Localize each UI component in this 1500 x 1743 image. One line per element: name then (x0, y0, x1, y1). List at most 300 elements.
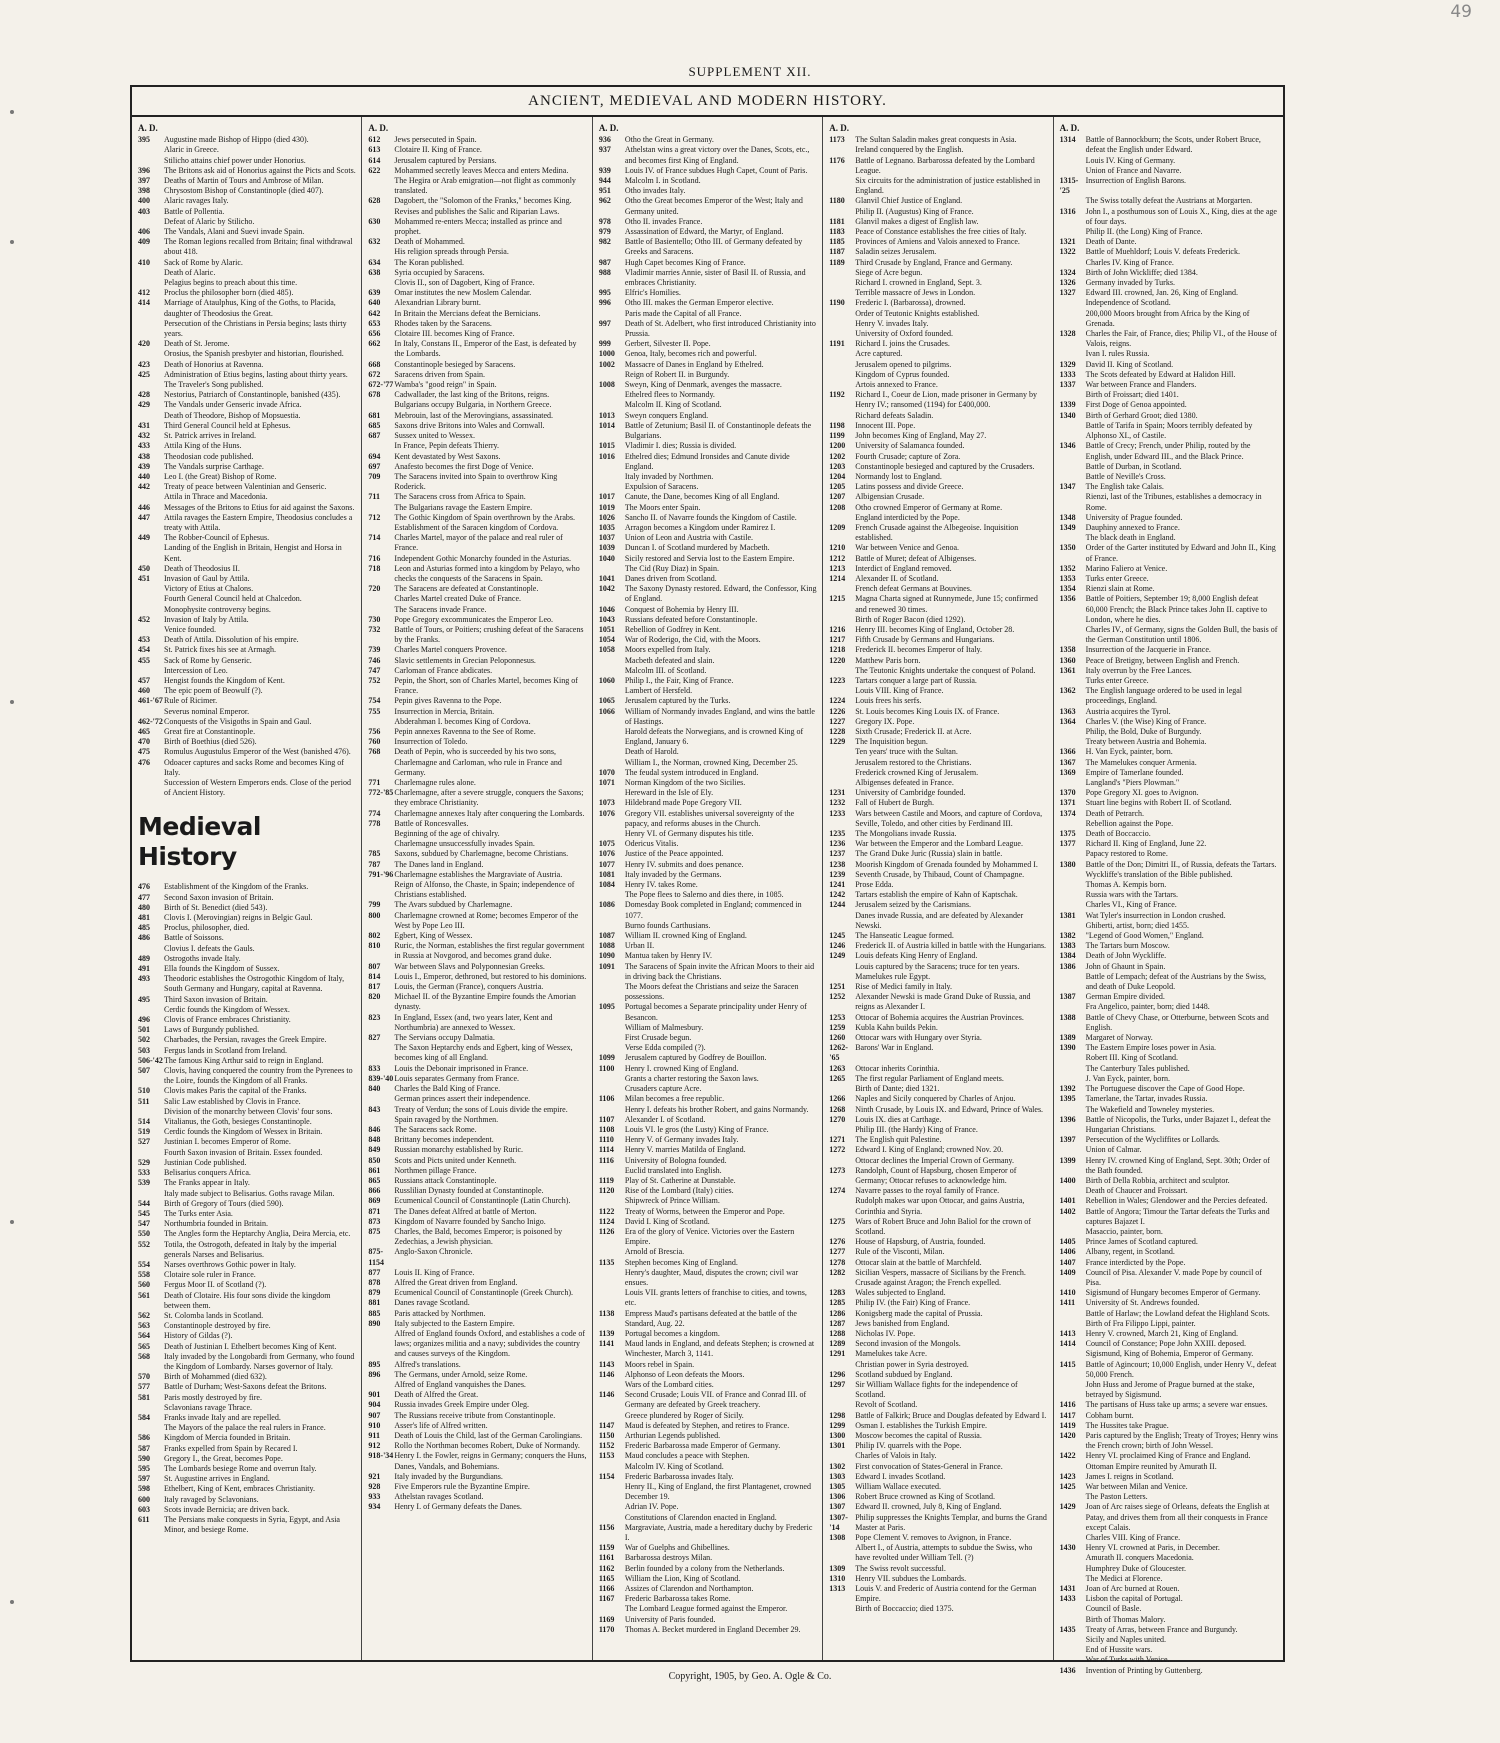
entry-year (599, 1411, 625, 1421)
entry-year: 1116 (598, 1155, 614, 1165)
entry-year: 1016 (598, 451, 615, 461)
history-entry (368, 1207, 586, 1217)
entry-year: 1165 (598, 1573, 615, 1583)
history-entry (829, 645, 1047, 655)
history-entry (599, 360, 817, 370)
entry-text: Charlemagne annexes Italy after conquering the Lombards. (394, 808, 585, 818)
entry-text: Justice of the Peace appointed. (624, 849, 724, 859)
entry-year (368, 605, 394, 615)
history-entry (829, 309, 1047, 319)
entry-text: Margraviate, Austria, made a hereditary duchy by Frederic I. (624, 1522, 813, 1543)
entry-year: 1229 (829, 737, 846, 747)
history-entry (599, 1268, 817, 1288)
entry-year: 895 (368, 1359, 381, 1369)
entry-year: 754 (368, 696, 381, 706)
entry-year (1060, 1574, 1086, 1584)
entry-year (138, 584, 164, 594)
history-entry (138, 1097, 356, 1107)
entry-year: 1213 (829, 563, 846, 573)
history-entry (368, 1329, 586, 1360)
entry-text: Birth of Mohammed (died 632). (164, 1372, 267, 1382)
entry-year: 1153 (598, 1451, 615, 1461)
history-entry (829, 1278, 1047, 1288)
column-2 (361, 117, 591, 1660)
history-entry (368, 656, 586, 666)
history-entry (138, 1056, 356, 1066)
history-entry (829, 1380, 1047, 1400)
history-entry (829, 278, 1047, 288)
history-entry (138, 543, 356, 563)
entry-text: Insurrection of English Barons. (1085, 176, 1187, 186)
entry-year: 438 (138, 451, 150, 461)
entry-year: 486 (138, 933, 150, 943)
entry-text: Moors expelled from Italy. (624, 645, 711, 655)
entry-text: Ivan I. rules Russia. (1085, 349, 1150, 359)
entry-text: Battle of Lempach; defeat of the Austrians by the Swiss, and death of Duke Leopold. (1085, 971, 1267, 992)
entry-year: 496 (138, 1015, 150, 1025)
history-entry (368, 1084, 586, 1094)
history-entry (1060, 166, 1278, 176)
entry-text: "Legend of Good Women," England. (1085, 931, 1204, 941)
entry-year (829, 778, 855, 788)
entry-year: 774 (368, 808, 381, 818)
history-entry (829, 482, 1047, 492)
history-entry (599, 380, 817, 390)
history-entry (1060, 258, 1278, 268)
entry-text: The Hussites take Prague. (1085, 1420, 1169, 1430)
history-entry (368, 554, 586, 564)
entry-year (599, 656, 625, 666)
entry-year: 1224 (829, 696, 846, 706)
entry-year: 1162 (598, 1563, 615, 1573)
history-entry (829, 1023, 1047, 1033)
entry-text: David I. King of Scotland. (624, 1216, 710, 1226)
entry-year (829, 329, 855, 339)
history-entry (829, 1441, 1047, 1451)
entry-text: Death of St. Adelbert, who first introduced Christianity into Prussia. (624, 318, 816, 339)
history-entry (368, 1400, 586, 1410)
history-entry (138, 882, 356, 892)
history-entry (368, 1268, 586, 1278)
history-entry (829, 1339, 1047, 1349)
entry-year: 1026 (598, 512, 615, 522)
entry-year: 397 (138, 176, 150, 186)
entry-text: John I., a posthumous son of Louis X., King, dies at the age of four days. (1085, 206, 1277, 226)
entry-year: 1217 (829, 635, 846, 645)
entry-year: 1202 (829, 451, 846, 461)
history-entry (599, 890, 817, 900)
history-entry (138, 186, 356, 196)
entry-year (138, 268, 164, 278)
entry-year: 1362 (1059, 686, 1076, 696)
entry-year: 1008 (598, 380, 615, 390)
entry-year (599, 1084, 625, 1094)
entry-year (599, 1247, 625, 1257)
entry-year: 928 (368, 1482, 381, 1492)
entry-text: University of Bologna founded. (624, 1155, 727, 1165)
entry-text: Dauphiny annexed to France. (1085, 522, 1180, 532)
entry-text: Albert I., of Austria, attempts to subdue the Swiss, who have revolted under William Tell. (?) (855, 1543, 1033, 1563)
entry-year: 412 (138, 288, 150, 298)
entry-text: Deaths of Martin of Tours and Ambrose of Milan. (164, 176, 324, 186)
history-entry (138, 974, 356, 994)
entry-year: 502 (138, 1035, 150, 1045)
history-entry (599, 1309, 817, 1329)
history-entry (138, 1495, 356, 1505)
history-entry (829, 656, 1047, 666)
history-entry (138, 1311, 356, 1321)
entry-text: Louis VII. grants letters of franchise to cities, and towns, etc. (624, 1288, 807, 1308)
entry-year: 425 (138, 369, 150, 379)
history-entry (829, 1135, 1047, 1145)
entry-text: Robert Bruce crowned as King of Scotland. (855, 1492, 995, 1502)
entry-text: Malcolm I. in Scotland. (624, 176, 701, 186)
entry-text: Treaty of Arras, between France and Burgundy. (1085, 1624, 1238, 1634)
entry-text: William II. crowned King of England. (624, 931, 747, 941)
entry-text: Intercession of Leo. (164, 665, 228, 675)
entry-year: 1170 (598, 1624, 615, 1634)
history-entry (138, 645, 356, 655)
entry-year: 861 (368, 1165, 381, 1175)
entry-year: 429 (138, 400, 150, 410)
entry-text: Battle of Tours, or Poitiers; crushing defeat of the Saracens by the Franks. (394, 624, 584, 645)
entry-year: 428 (138, 390, 150, 400)
entry-text: Birth of John Wickliffe; died 1384. (1085, 267, 1198, 277)
entry-text: Establishment of the Kingdom of the Franks. (164, 882, 309, 892)
entry-year: 449 (138, 533, 150, 543)
entry-year: 1321 (1059, 237, 1076, 247)
entry-year: 1208 (829, 502, 846, 512)
history-entry (368, 1196, 586, 1206)
entry-text: Stilicho attains chief power under Honorius. (164, 155, 306, 165)
history-entry (138, 1107, 356, 1117)
history-entry (1060, 196, 1278, 206)
entry-year: 912 (368, 1441, 381, 1451)
entry-year (138, 319, 164, 339)
entry-text: Dagobert, the "Solomon of the Franks," becomes King. (394, 196, 572, 206)
entry-text: Sicily restored and Servia lost to the Eastern Empire. (624, 553, 795, 563)
entry-year: 1180 (829, 196, 845, 206)
history-entry (829, 288, 1047, 298)
history-entry (829, 1533, 1047, 1543)
history-entry (1060, 880, 1278, 890)
history-entry (138, 893, 356, 903)
entry-year: 772-'85 (368, 788, 394, 798)
entry-year: 910 (368, 1420, 381, 1430)
entry-text: Ella founds the Kingdom of Sussex. (164, 964, 280, 974)
entry-text: Wyckliffe's translation of the Bible published. (1085, 869, 1233, 879)
ad-label: A. D. (1059, 123, 1080, 133)
history-entry (138, 156, 356, 166)
entry-year: 1060 (598, 675, 615, 685)
entry-text: Ethelred dies; Edmund Ironsides and Canute divide England. (624, 451, 790, 471)
entry-text: Second Saxon invasion of Britain. (164, 892, 274, 902)
entry-year (138, 594, 164, 604)
entry-text: St. Patrick arrives in Ireland. (164, 431, 256, 441)
history-entry (1060, 247, 1278, 257)
history-entry (138, 360, 356, 370)
history-entry (1060, 1431, 1278, 1451)
history-entry (1060, 1268, 1278, 1288)
history-table (130, 85, 1285, 1675)
entry-text: Richard I. crowned in England, Sept. 3. (855, 278, 982, 288)
history-entry (368, 472, 586, 492)
entry-year (599, 727, 625, 747)
entry-text: Treaty of peace between Valentinian and Genseric. (164, 482, 327, 492)
entry-text: Leon and Asturias formed into a kingdom by Pelayo, who checks the conquests of the Saracens in Spain. (394, 563, 580, 583)
entry-text: The Vandals under Genseric invade Africa. (164, 400, 302, 410)
entry-year: 1389 (1059, 1033, 1076, 1043)
history-entry (829, 1298, 1047, 1308)
entry-text: Tartars establish the empire of Kahn of Kaptschak. (855, 890, 1018, 900)
history-entry (599, 288, 817, 298)
history-entry (368, 207, 586, 217)
entry-text: Maud lands in England, and defeats Stephen; is crowned at Winchester, March 3, 1141. (624, 1339, 815, 1359)
entry-year: 934 (368, 1502, 381, 1512)
entry-year: 1090 (598, 951, 615, 961)
entry-year: 933 (368, 1492, 381, 1502)
history-entry (599, 1105, 817, 1115)
entry-year: 480 (138, 902, 150, 912)
history-entry (368, 237, 586, 247)
entry-year: 570 (138, 1372, 150, 1382)
entry-text: Philip IV. quarrels with the Pope. (855, 1441, 962, 1451)
history-entry (599, 880, 817, 890)
entry-text: Birth of Gerhard Groot; died 1380. (1085, 410, 1198, 420)
entry-year (138, 217, 164, 227)
entry-text: Sigismund, King of Bohemia, Emperor of Germany. (1085, 1349, 1254, 1359)
history-entry (829, 1186, 1047, 1196)
entry-year: 1040 (598, 553, 615, 563)
entry-year (599, 564, 625, 574)
entry-text: Albigensian Crusade. (855, 492, 925, 502)
history-entry (368, 829, 586, 839)
history-entry (599, 1227, 817, 1247)
history-entry (1060, 1288, 1278, 1298)
history-entry (599, 523, 817, 533)
history-entry (368, 1431, 586, 1441)
entry-year: 1396 (1059, 1114, 1076, 1124)
entry-text: The Saracens are defeated at Constantinople. (394, 584, 539, 594)
entry-year (829, 615, 855, 625)
history-entry (368, 1370, 586, 1380)
entry-year: 544 (138, 1198, 150, 1208)
entry-text: Henry VII. subdues the Lombards. (855, 1573, 967, 1583)
history-entry (829, 1064, 1047, 1074)
entry-year (599, 400, 625, 410)
entry-text: Henry I. of Germany defeats the Danes. (394, 1502, 522, 1512)
entry-text: Ethelbert, King of Kent, embraces Christianity. (164, 1484, 315, 1494)
history-entry (368, 1105, 586, 1115)
history-entry (368, 1125, 586, 1135)
margin-mark (10, 1220, 14, 1224)
entry-year (1060, 166, 1086, 176)
entry-text: Wat Tyler's insurrection in London crushed. (1085, 910, 1226, 920)
entry-text: Italy invaded by the Longobardi from Germany, who found the Kingdom of Lombardy. Narses governor of Italy. (164, 1351, 355, 1371)
entry-text: The Saxony Dynasty restored. Edward, the Confessor, King of England. (624, 584, 817, 604)
entry-year (1060, 1186, 1086, 1196)
entry-text: Invention of Printing by Guttenberg. (1085, 1665, 1203, 1675)
entry-year: 846 (368, 1124, 381, 1134)
entry-text: Adrian IV. Pope. (624, 1502, 679, 1512)
history-entry (829, 227, 1047, 237)
history-entry (829, 1411, 1047, 1421)
entry-year (368, 523, 394, 533)
entry-year: 568 (138, 1351, 150, 1361)
entry-year: 1407 (1059, 1257, 1076, 1267)
entry-text: Empire of Tamerlane founded. (1085, 767, 1184, 777)
entry-year (138, 666, 164, 676)
entry-text: Birth of Della Robbia, architect and sculptor. (1085, 1175, 1230, 1185)
column-3 (592, 117, 822, 1660)
history-entry (1060, 1339, 1278, 1349)
entry-text: Rebellion against the Pope. (1085, 818, 1174, 828)
entry-text: Marino Faliero at Venice. (1085, 563, 1168, 573)
entry-text: Russia invades Greek Empire under Oleg. (394, 1400, 530, 1410)
history-entry (1060, 1298, 1278, 1308)
entry-year: 545 (138, 1208, 150, 1218)
history-entry (368, 360, 586, 370)
history-entry (368, 717, 586, 727)
history-entry (599, 1196, 817, 1206)
entry-year: 1146 (598, 1390, 615, 1400)
entry-year: 1232 (829, 798, 846, 808)
history-entry (138, 1331, 356, 1341)
history-entry (138, 400, 356, 410)
history-entry (829, 176, 1047, 196)
entry-text: Maud concludes a peace with Stephen. (624, 1451, 750, 1461)
history-entry (1060, 686, 1278, 706)
entry-text: Monophysite controversy begins. (164, 604, 271, 614)
history-entry (829, 1268, 1047, 1278)
entry-year: 890 (368, 1318, 381, 1328)
entry-text: Turks enter Greece. (1085, 675, 1149, 685)
entry-text: Saladin seizes Jerusalem. (855, 247, 937, 257)
entry-year: 1371 (1059, 798, 1076, 808)
history-entry (599, 1135, 817, 1145)
history-entry (829, 1513, 1047, 1533)
entry-text: The Teutonic Knights undertake the conquest of Poland. (855, 665, 1036, 675)
history-entry (368, 849, 586, 859)
history-entry (829, 1319, 1047, 1329)
entry-text: Odericus Vitalis. (624, 839, 679, 849)
history-entry (829, 829, 1047, 839)
history-entry (138, 574, 356, 584)
history-entry (368, 972, 586, 982)
entry-text: Battle of Agincourt; 10,000 English, under Henry V., defeat 50,000 French. (1085, 1359, 1277, 1379)
history-entry (368, 145, 586, 155)
entry-text: St. Patrick fixes his see at Armagh. (164, 645, 276, 655)
history-entry (368, 1064, 586, 1074)
history-entry (1060, 625, 1278, 645)
history-entry (829, 900, 1047, 910)
entry-text: Battle of Chevy Chase, or Otterburne, between Scots and English. (1085, 1012, 1269, 1032)
entry-year (599, 1196, 625, 1206)
entry-year (1060, 1553, 1086, 1563)
entry-text: Rienzi, last of the Tribunes, establishes a democracy in Rome. (1085, 492, 1262, 512)
entry-year: 564 (138, 1331, 150, 1341)
entry-text: Ecumenical Council of Constantinople (Latin Church). (394, 1196, 571, 1206)
history-entry (138, 1025, 356, 1035)
entry-year: 634 (368, 257, 381, 267)
history-entry (829, 635, 1047, 645)
entry-text: History of Gildas (?). (164, 1331, 233, 1341)
history-entry (1060, 135, 1278, 155)
history-entry (829, 951, 1047, 961)
entry-text: Joan of Arc burned at Rouen. (1085, 1584, 1180, 1594)
history-entry (599, 298, 817, 308)
history-entry (599, 788, 817, 798)
entry-year: 527 (138, 1137, 150, 1147)
entry-year: 1108 (598, 1124, 615, 1134)
entry-year: 1400 (1059, 1175, 1076, 1185)
history-entry (599, 1176, 817, 1186)
entry-year (1060, 227, 1086, 237)
entry-text: Turks enter Greece. (1085, 573, 1149, 583)
history-entry (1060, 819, 1278, 829)
history-entry (138, 1240, 356, 1260)
entry-text: Charles, the Bald, becomes Emperor; is poisoned by Zedechias, a Jewish physician. (394, 1226, 563, 1247)
entry-year (599, 1604, 625, 1614)
entry-year: 1244 (829, 900, 846, 910)
history-entry (368, 1115, 586, 1125)
entry-year: 1384 (1059, 951, 1076, 961)
history-entry (138, 1352, 356, 1372)
entry-text: The Wakefield and Towneley mysteries. (1085, 1104, 1215, 1114)
entry-text: Sussex united to Wessex. (394, 431, 475, 441)
entry-year: 1065 (598, 696, 615, 706)
entry-year (829, 1360, 855, 1370)
entry-text: Edward I. invades Scotland. (855, 1471, 946, 1481)
history-entry (829, 666, 1047, 676)
entry-text: Duncan I. of Scotland murdered by Macbeth. (624, 543, 770, 553)
history-entry (138, 1270, 356, 1280)
entry-year: 911 (368, 1431, 380, 1440)
entry-text: Frederic I. (Barbarossa), drowned. (855, 298, 966, 308)
entry-text: Philip III. (the Hardy) King of France. (855, 1124, 978, 1134)
history-entry (829, 462, 1047, 472)
entry-year: 639 (368, 288, 381, 298)
entry-text: University of St. Andrews founded. (1085, 1298, 1200, 1308)
entry-text: Louis IV. of France subdues Hugh Capet, Count of Paris. (624, 165, 808, 175)
entry-year (368, 1115, 394, 1125)
entry-year: 1419 (1059, 1420, 1076, 1430)
entry-text: Louis separates Germany from France. (394, 1073, 520, 1083)
entry-text: Louis IV. King of Germany. (1085, 155, 1176, 165)
entry-text: The Tartars burn Moscow. (1085, 941, 1170, 951)
entry-year: 1405 (1059, 1237, 1076, 1247)
entry-text: Henry V. crowned, March 21, King of England. (1085, 1328, 1238, 1338)
entry-text: England interdicted by the Pope. (855, 512, 960, 522)
entry-year: 489 (138, 953, 150, 963)
history-entry (1060, 839, 1278, 849)
entry-year: 403 (138, 206, 150, 216)
entry-text: Rule of Ricimer. (164, 696, 218, 706)
entry-text: Totila, the Ostrogoth, defeated in Italy by the imperial generals Narses and Belisarius. (164, 1239, 337, 1259)
history-entry (1060, 1013, 1278, 1033)
entry-text: Charbades, the Persian, ravages the Greek Empire. (164, 1035, 327, 1045)
entry-text: Romulus Augustulus Emperor of the West (banished 476). (164, 747, 351, 757)
history-entry (1060, 400, 1278, 410)
history-entry (368, 900, 586, 910)
entry-year: 1299 (829, 1420, 846, 1430)
entry-text: In Britain the Mercians defeat the Bernicians. (394, 308, 541, 318)
entry-year: 584 (138, 1412, 150, 1422)
entry-text: Tartars conquer a large part of Russia. (855, 675, 977, 685)
entry-year: 1252 (829, 992, 846, 1002)
entry-text: Austria acquires the Tyrol. (1085, 706, 1171, 716)
entry-text: Hereward in the Isle of Ely. (624, 788, 714, 798)
